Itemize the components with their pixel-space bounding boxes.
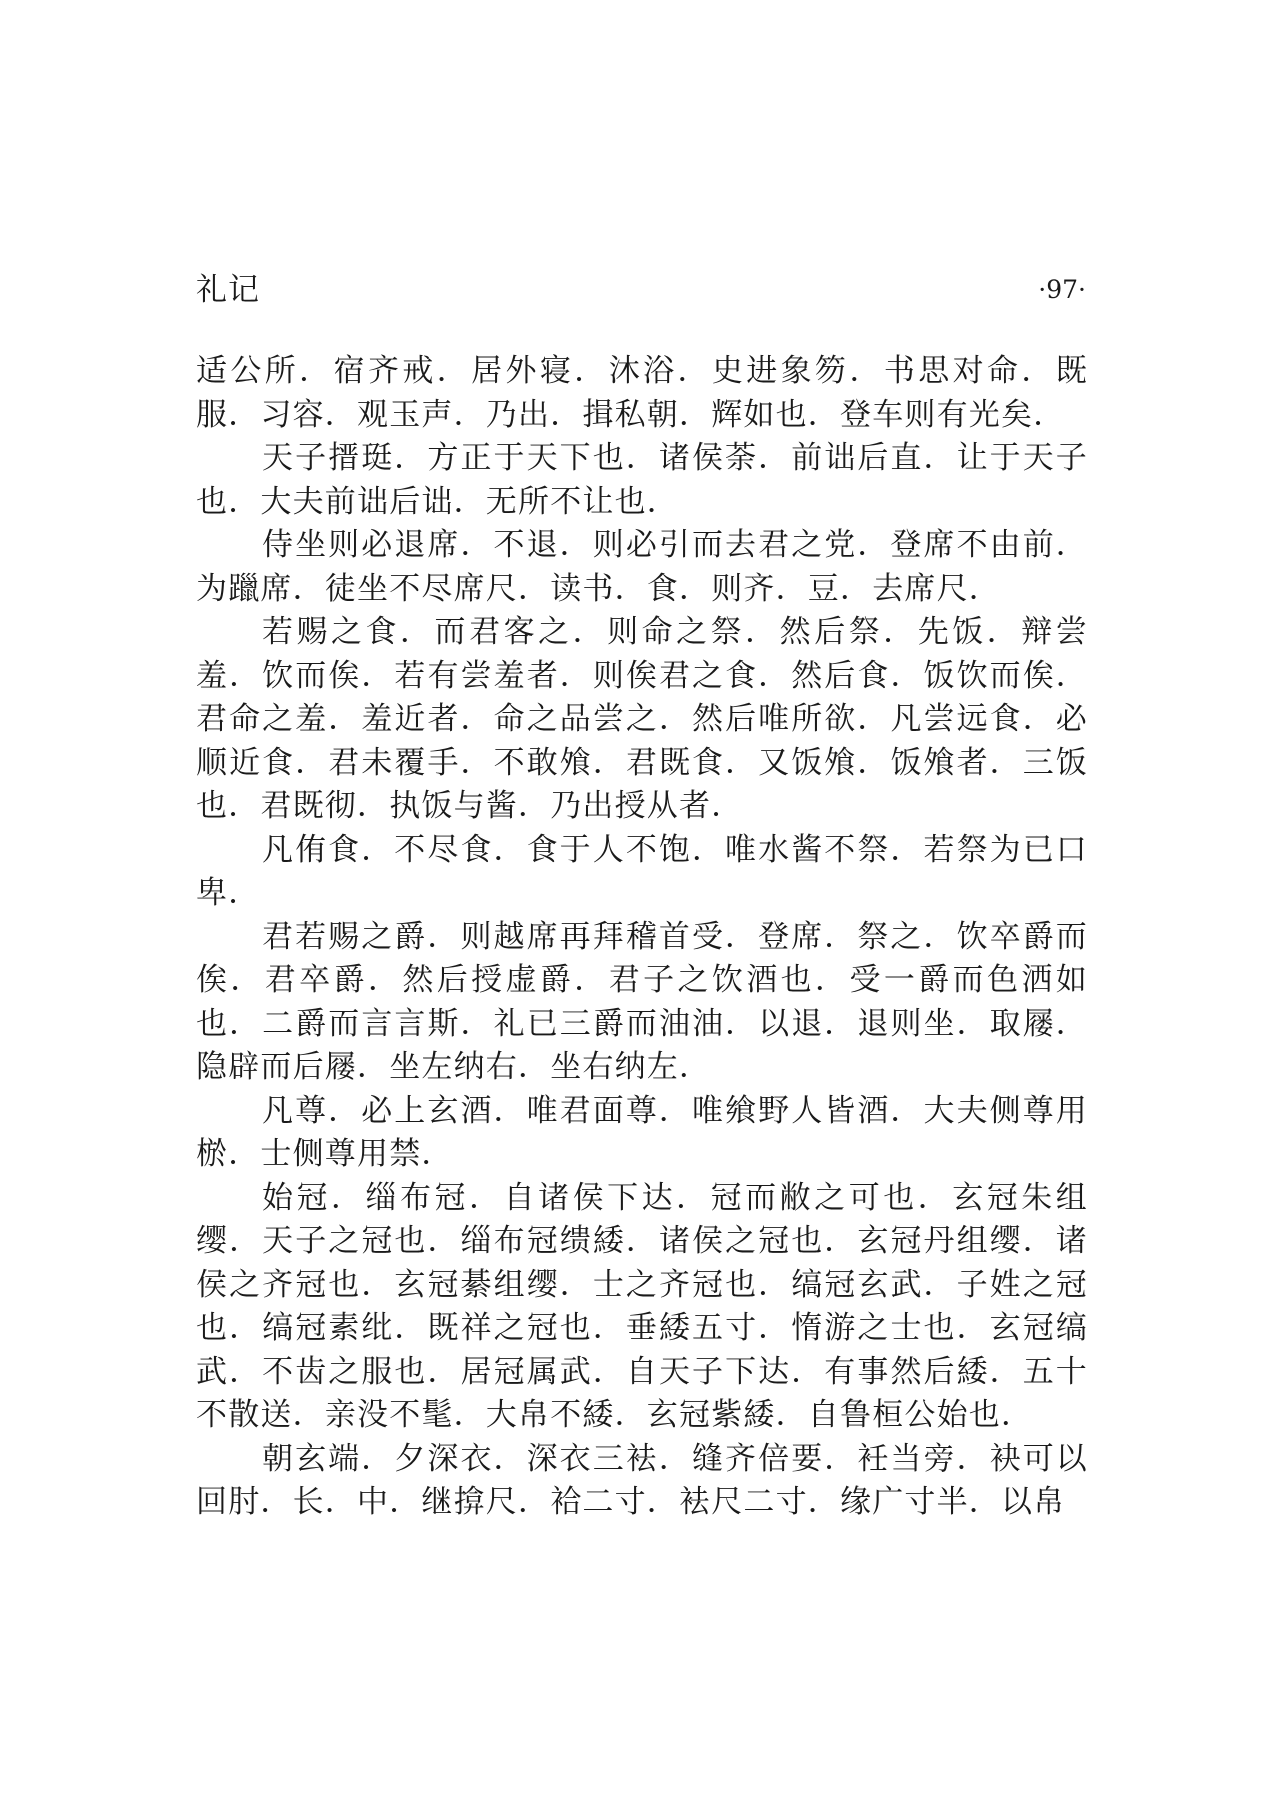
- paragraph-2: 天子搢珽．方正于天下也．诸侯荼．前诎后直．让于天子也．大夫前诎后诎．无所不让也．: [196, 440, 1088, 520]
- paragraph-4: 若赐之食．而君客之．则命之祭．然后祭．先饭．辩尝羞．饮而俟．若有尝羞者．则俟君之食．然后食．饭饮而俟．君命之羞．羞近者．命之品尝之．然后唯所欲．凡尝远食．必顺近食．君未覆手．不敢飧．君既食．又饭飧．饭飧者．三饭也．君既彻．执饭与酱．乃出授从者．: [196, 614, 1088, 824]
- page-number: ·97·: [1038, 275, 1086, 304]
- paragraph-5: 凡侑食．不尽食．食于人不饱．唯水酱不祭．若祭为已口卑．: [196, 831, 1088, 911]
- running-header: [196, 268, 1086, 312]
- paragraph-3: 侍坐则必退席．不退．则必引而去君之党．登席不由前．为躐席．徒坐不尽席尺．读书．食．则齐．豆．去席尺．: [196, 527, 1088, 607]
- body-text: [196, 350, 1088, 1525]
- paragraph-8: 始冠．缁布冠．自诸侯下达．冠而敝之可也．玄冠朱组缨．天子之冠也．缁布冠缋緌．诸侯之冠也．玄冠丹组缨．诸侯之齐冠也．玄冠綦组缨．士之齐冠也．缟冠玄武．子姓之冠也．缟冠素纰．既祥之冠也．垂緌五寸．惰游之士也．玄冠缟武．不齿之服也．居冠属武．自天子下达．有事然后緌．五十不散送．亲没不髦．大帛不緌．玄冠紫緌．自鲁桓公始也．: [196, 1179, 1088, 1433]
- paragraph-9: 朝玄端．夕深衣．深衣三袪．缝齐倍要．衽当旁．袂可以回肘．长．中．继揜尺．袷二寸．袪尺二寸．缘广寸半．以帛: [196, 1440, 1088, 1520]
- book-title: 礼记: [196, 272, 260, 308]
- paragraph-1: 适公所．宿齐戒．居外寝．沐浴．史进象笏．书思对命．既服．习容．观玉声．乃出．揖私朝．辉如也．登车则有光矣．: [196, 353, 1088, 433]
- paragraph-7: 凡尊．必上玄酒．唯君面尊．唯飨野人皆酒．大夫侧尊用棜．士侧尊用禁．: [196, 1092, 1088, 1172]
- paragraph-6: 君若赐之爵．则越席再拜稽首受．登席．祭之．饮卒爵而俟．君卒爵．然后授虚爵．君子之饮酒也．受一爵而色洒如也．二爵而言言斯．礼已三爵而油油．以退．退则坐．取屦．隐辟而后屦．坐左纳右．坐右纳左．: [196, 918, 1088, 1085]
